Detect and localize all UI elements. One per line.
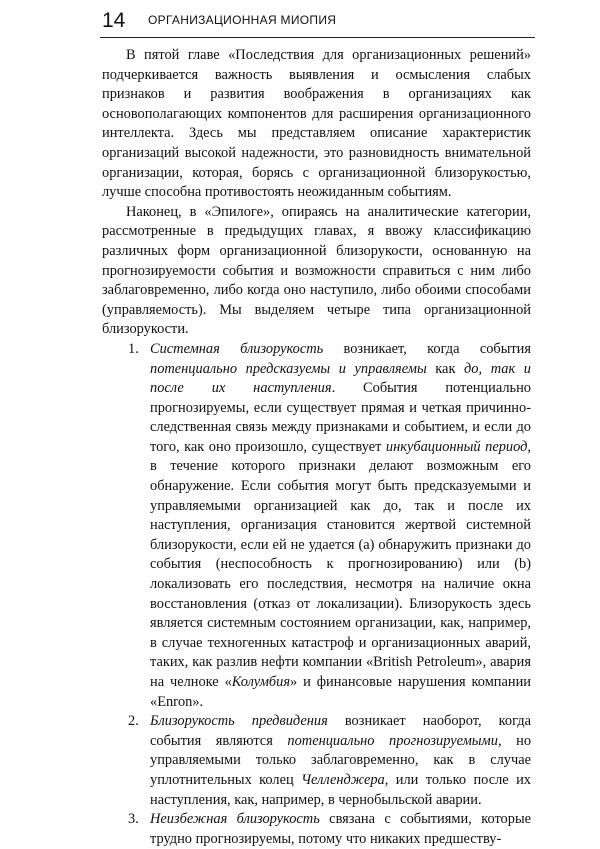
- body-text: [102, 46, 531, 849]
- text: » и финансовые нарушения компании «Enron».: [150, 674, 531, 710]
- paragraph: В пятой главе «Последствия для организационных решений» подчеркивается важность выявления и осмысления слабых признаков и развития воображения в организациях как основополагающих компонентов для расширения организационного интеллекта. Здесь мы представляем описание характеристик организаций высокой надежности, это разновидность внимательной организации, которая, борясь с организационной близорукостью, лучше способна противостоять неожиданным событиям.: [102, 47, 531, 201]
- emphasis: Колумбия: [231, 674, 291, 690]
- emphasis: потенциально прогнозируемыми: [287, 732, 498, 749]
- list-item: [102, 810, 531, 849]
- list-item: [102, 712, 531, 810]
- text: , в течение которого признаки делают возможным его обнаружение. Если события могут быть предсказуемыми и управляемыми организацией как до, так и после их наступления, организация становится жертвой системной близорукости, если ей не удается (а) обнаружить признаки до события (неспособность к прогнозированию) или (b) локализовать его последствия, несмотря на наличие окна восстановления (отказ от локализации). Близорукость здесь является системным состоянием организации, как, например, в случае техногенных катастроф и организационных аварий, таких, как разлив нефти компании «British Petroleum», авария на челноке «: [150, 438, 531, 690]
- myopia-types-list: [102, 340, 531, 849]
- text: , или только после их наступления, как, например, в чернобыльской аварии.: [150, 771, 531, 808]
- text: возникает наоборот, когда события являются: [150, 713, 531, 749]
- header-rule: [100, 37, 535, 38]
- list-item-number: 1.: [128, 340, 139, 357]
- text: связана с событиями, которые трудно прогнозируемы, потому что никаких предшеству-: [150, 811, 532, 847]
- page-header: [100, 9, 535, 36]
- text: как: [426, 360, 465, 377]
- term: Системная близорукость: [150, 340, 324, 357]
- list-item-number: 3.: [128, 811, 139, 828]
- term: Неизбежная близорукость: [150, 811, 320, 828]
- emphasis: Челленджера: [301, 771, 385, 788]
- list-item: [102, 340, 531, 712]
- emphasis: до, так и после их наступления: [150, 360, 531, 397]
- emphasis: инкубационный период: [385, 438, 528, 455]
- page-number: 14: [102, 9, 126, 32]
- paragraph: Наконец, в «Эпилоге», опираясь на аналитические категории, рассмотренные в предыдущих главах, я ввожу классификацию различных форм организационной близорукости, основанную на прогнозируемости события и возможности справиться с ним либо заблаговременно, либо когда оно наступило, либо обоими способами (управляемость). Мы выделяем четыре типа организационной близорукости.: [102, 203, 531, 338]
- term: Близорукость предвидения: [150, 713, 328, 730]
- list-item-number: 2.: [128, 713, 139, 730]
- text: . События потенциально прогнозируемы, если существует прямая и четкая причинно-следственная связь между признаками и событием, и если до того, как оно произошло, существует: [150, 380, 531, 455]
- text: , но управляемыми только заблаговременно, как в случае уплотнительных колец: [150, 732, 532, 788]
- running-title: ОРГАНИЗАЦИОННАЯ МИОПИЯ: [148, 13, 337, 27]
- text: возникает, когда события: [323, 340, 532, 357]
- emphasis: потенциально предсказуемы и управляемы: [150, 360, 427, 377]
